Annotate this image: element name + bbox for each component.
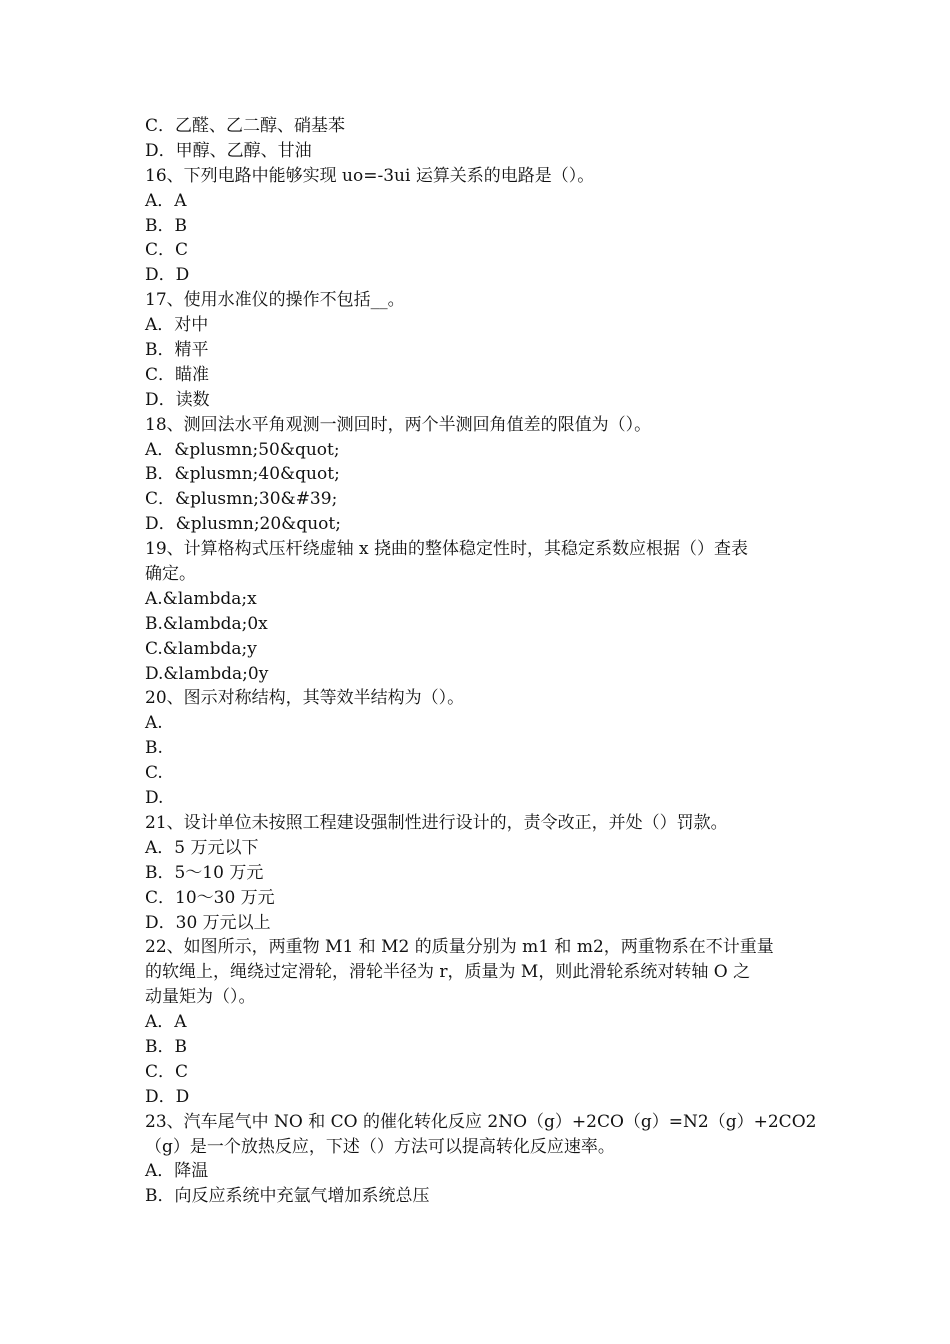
option-line: B.&lambda;0x — [145, 613, 268, 634]
option-line: A．A — [145, 190, 187, 211]
option-line: B．5～10 万元 — [145, 862, 264, 883]
question-22-continued: 动量矩为（）。 — [145, 987, 256, 1008]
question-20: 20、图示对称结构，其等效半结构为（）。 — [145, 688, 465, 709]
option-line: B. — [145, 738, 163, 759]
option-line: C．瞄准 — [145, 364, 210, 385]
question-17: 17、使用水准仪的操作不包括__。 — [145, 290, 405, 311]
question-16: 16、下列电路中能够实现 uo=-3ui 运算关系的电路是（）。 — [145, 165, 595, 186]
question-18: 18、测回法水平角观测一测回时，两个半测回角值差的限值为（）。 — [145, 414, 652, 435]
option-line: C．10～30 万元 — [145, 887, 275, 908]
option-line: C．C — [145, 240, 189, 261]
option-line: A．降温 — [145, 1161, 209, 1182]
option-line: C. — [145, 763, 163, 784]
option-line: C．C — [145, 1061, 189, 1082]
document-page — [145, 114, 817, 1209]
option-line: C．&plusmn;30&#39; — [145, 489, 338, 510]
option-line: D.&lambda;0y — [145, 663, 269, 684]
question-19-continued: 确定。 — [145, 564, 196, 585]
option-line: A．&plusmn;50&quot; — [145, 439, 340, 460]
option-line: B．向反应系统中充氩气增加系统总压 — [145, 1186, 430, 1207]
option-line: A．A — [145, 1012, 187, 1033]
question-22-continued: 的软绳上，绳绕过定滑轮，滑轮半径为 r，质量为 M，则此滑轮系统对转轴 O 之 — [145, 962, 751, 983]
question-22: 22、如图所示，两重物 M1 和 M2 的质量分别为 m1 和 m2，两重物系在不计重量 — [145, 937, 774, 958]
option-line: B．精平 — [145, 340, 209, 361]
option-line: B．B — [145, 215, 187, 236]
option-line: D．甲醇、乙醇、甘油 — [145, 140, 312, 161]
option-line: D．D — [145, 265, 190, 286]
question-19: 19、计算格构式压杆绕虚轴 x 挠曲的整体稳定性时，其稳定系数应根据（）查表 — [145, 539, 749, 560]
option-line: B．&plusmn;40&quot; — [145, 464, 340, 485]
option-line: A.&lambda;x — [145, 588, 257, 609]
option-line: D．&plusmn;20&quot; — [145, 514, 341, 535]
option-line: C．乙醛、乙二醇、硝基苯 — [145, 116, 346, 136]
question-23: 23、汽车尾气中 NO 和 CO 的催化转化反应 2NO（g）+2CO（g）=N2（g）+2CO2 — [145, 1111, 817, 1132]
option-line: D. — [145, 788, 164, 809]
option-line: D．D — [145, 1086, 190, 1107]
option-line: C.&lambda;y — [145, 638, 257, 659]
option-line: D．读数 — [145, 389, 210, 410]
question-21: 21、设计单位未按照工程建设强制性进行设计的，责令改正，并处（）罚款。 — [145, 812, 728, 833]
option-line: B．B — [145, 1036, 187, 1057]
option-line: A．对中 — [145, 315, 209, 336]
option-line: A. — [145, 713, 163, 734]
option-line: D．30 万元以上 — [145, 912, 271, 933]
question-23-continued: （g）是一个放热反应，下述（）方法可以提高转化反应速率。 — [145, 1136, 615, 1157]
option-line: A．5 万元以下 — [145, 837, 259, 858]
